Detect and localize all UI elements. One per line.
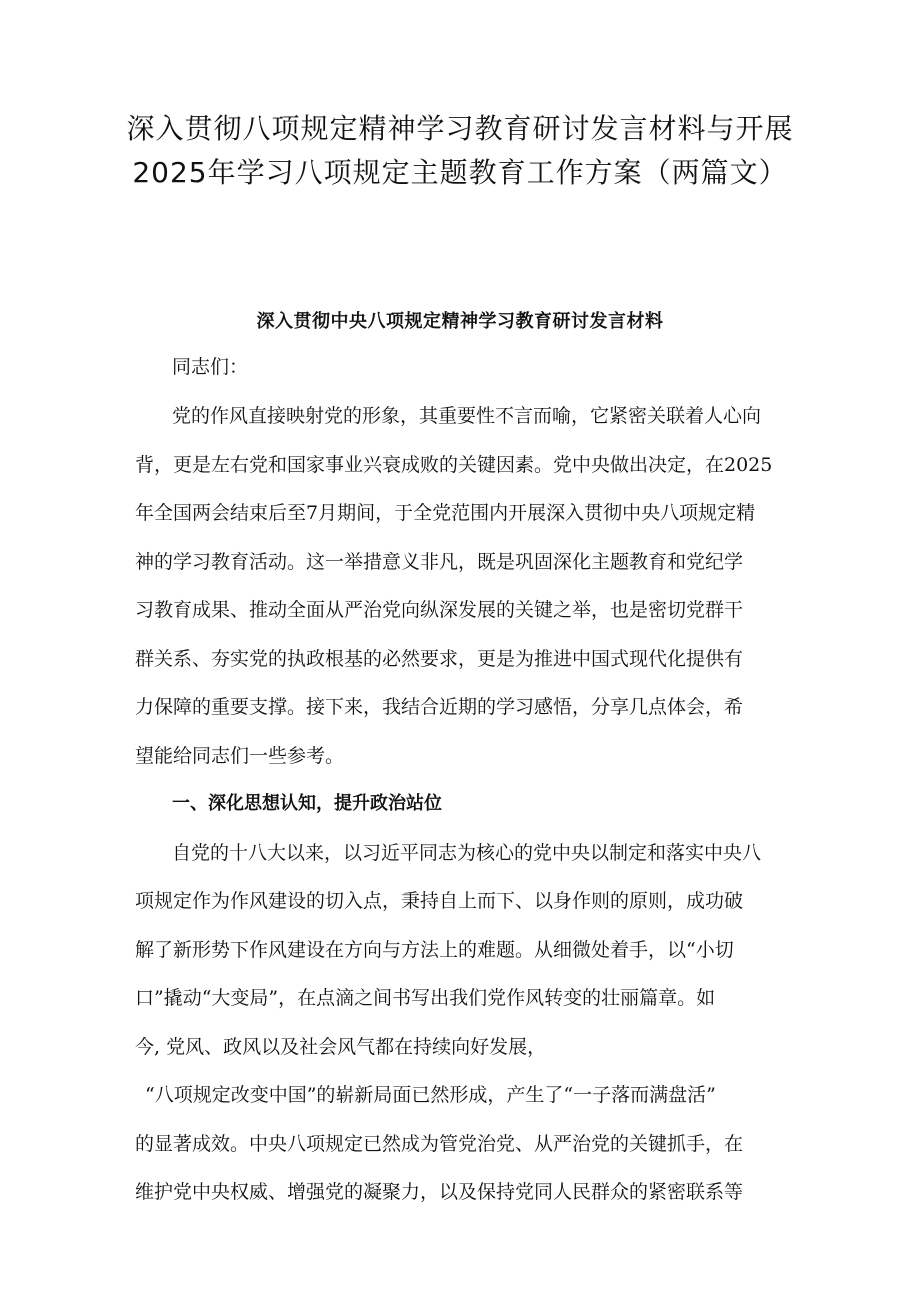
heading-1: 一、深化思想认知，提升政治站位 bbox=[172, 793, 442, 814]
salutation: 同志们： bbox=[172, 356, 249, 378]
paragraph-3-line: 的显著成效。中央八项规定已然成为管党治党、从严治党的关键抓手，在 bbox=[135, 1133, 744, 1155]
paragraph-1-line: 党的作风直接映射党的形象，其重要性不言而喻，它紧密关联着人心向 bbox=[172, 405, 762, 427]
paragraph-1-line: 力保障的重要支撑。接下来，我结合近期的学习感悟，分享几点体会，希 bbox=[135, 696, 744, 718]
paragraph-2-line: 今, 党风、政风以及社会风气都在持续向好发展， bbox=[135, 1036, 547, 1058]
paragraph-2-line: 口”撬动“大变局”，在点滴之间书写出我们党作风转变的壮丽篇章。如 bbox=[135, 987, 716, 1009]
paragraph-2-line: 解了新形势下作风建设在方向与方法上的难题。从细微处着手，以“小切 bbox=[135, 939, 734, 961]
document-title-line-1: 深入贯彻八项规定精神学习教育研讨发言材料与开展 bbox=[126, 112, 794, 145]
paragraph-1-line: 神的学习教育活动。这一举措意义非凡，既是巩固深化主题教育和党纪学 bbox=[135, 551, 744, 573]
section-title: 深入贯彻中央八项规定精神学习教育研讨发言材料 bbox=[256, 311, 664, 332]
paragraph-2-line: 项规定作为作风建设的切入点，秉持自上而下、以身作则的原则，成功破 bbox=[135, 890, 744, 912]
document-title-line-2: 2025年学习八项规定主题教育工作方案（两篇文） bbox=[132, 156, 788, 189]
paragraph-1-line: 背，更是左右党和国家事业兴衰成败的关键因素。党中央做出决定，在2025 bbox=[135, 454, 773, 476]
paragraph-1-line: 习教育成果、推动全面从严治党向纵深发展的关键之举，也是密切党群干 bbox=[135, 599, 744, 621]
paragraph-1-line: 群关系、夯实党的执政根基的必然要求，更是为推进中国式现代化提供有 bbox=[135, 648, 744, 670]
paragraph-1-line: 望能给同志们一些参考。 bbox=[135, 745, 345, 767]
paragraph-1-line: 年全国两会结束后至7月期间，于全党范围内开展深入贯彻中央八项规定精 bbox=[135, 502, 756, 524]
paragraph-2-line: 自党的十八大以来，以习近平同志为核心的党中央以制定和落实中央八 bbox=[172, 842, 762, 864]
paragraph-3-line: “八项规定改变中国”的崭新局面已然形成，产生了“一子落而满盘活” bbox=[145, 1084, 716, 1106]
paragraph-3-line: 维护党中央权威、增强党的凝聚力，以及保持党同人民群众的紧密联系等 bbox=[135, 1181, 744, 1203]
